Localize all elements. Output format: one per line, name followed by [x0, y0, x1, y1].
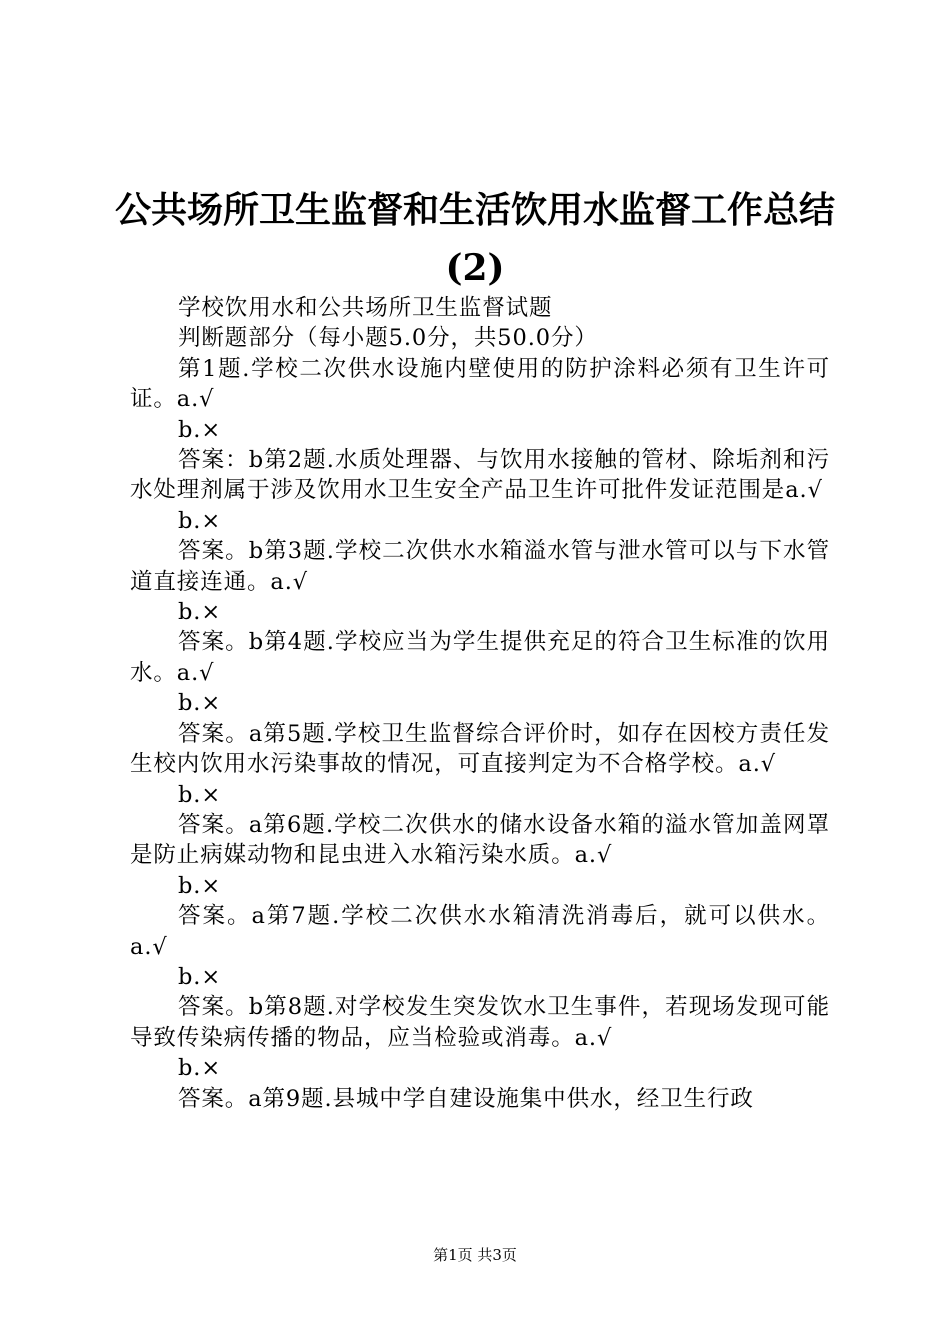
- option-b: b.×: [178, 872, 222, 899]
- question-text: 答案。b第4题.学校应当为学生提供充足的符合卫生标准的饮用水。a.√: [130, 629, 830, 686]
- section-heading: 学校饮用水和公共场所卫生监督试题: [178, 295, 553, 321]
- option-b: b.×: [178, 781, 222, 808]
- question-text-truncated: 答案。a第9题.县城中学自建设施集中供水，经卫生行政: [178, 1085, 754, 1112]
- section-subheading: 判断题部分（每小题5.0分，共50.0分）: [178, 325, 598, 352]
- option-b: b.×: [178, 507, 222, 534]
- option-b: b.×: [178, 690, 222, 717]
- option-b: b.×: [178, 1055, 222, 1082]
- document-body: [130, 293, 830, 1114]
- question-text: 答案。a第6题.学校二次供水的储水设备水箱的溢水管加盖网罩是防止病媒动物和昆虫进入水箱污染水质。a.√: [130, 811, 830, 869]
- document-title-suffix: (2): [445, 247, 505, 289]
- question-text: 答案。a第5题.学校卫生监督综合评价时，如存在因校方责任发生校内饮用水污染事故的情况，可直接判定为不合格学校。a.√: [130, 720, 830, 778]
- option-b: b.×: [178, 416, 222, 443]
- option-b: b.×: [178, 599, 222, 626]
- question-text: 答案。b第3题.学校二次供水水箱溢水管与泄水管可以与下水管道直接连通。a.√: [130, 538, 830, 595]
- document-title: 公共场所卫生监督和生活饮用水监督工作总结: [114, 189, 835, 231]
- question-text: 第1题.学校二次供水设施内壁使用的防护涂料必须有卫生许可证。a.√: [130, 355, 830, 413]
- question-text: 答案。b第8题.对学校发生突发饮水卫生事件，若现场发现可能导致传染病传播的物品，应当检验或消毒。a.√: [130, 994, 830, 1051]
- option-b: b.×: [178, 963, 222, 990]
- question-text: 答案。a第7题.学校二次供水水箱清洗消毒后，就可以供水。a.√: [130, 903, 830, 960]
- page-footer: 第1页 共3页: [433, 1246, 517, 1264]
- question-text: 答案：b第2题.水质处理器、与饮用水接触的管材、除垢剂和污水处理剂属于涉及饮用水卫生安全产品卫生许可批件发证范围是a.√: [130, 447, 830, 504]
